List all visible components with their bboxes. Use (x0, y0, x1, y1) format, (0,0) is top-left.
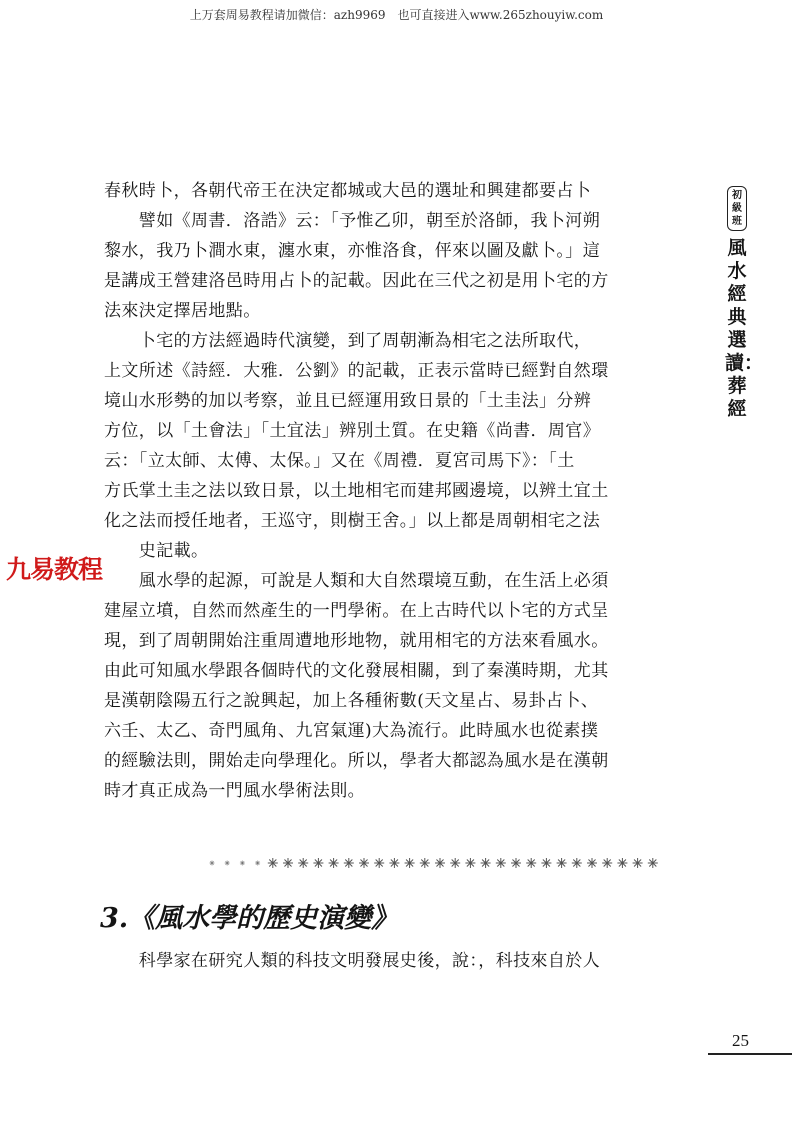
book-title: 風水經典選讀：葬經 (725, 237, 764, 420)
series-label: 初級班 (727, 186, 747, 231)
text-line: 上文所述《詩經．大雅．公劉》的記載，正表示當時已經對自然環 (104, 361, 609, 381)
text-line: 史記載。 (104, 541, 209, 561)
text-line: 譬如《周書．洛誥》云：「予惟乙卯，朝至於洛師，我卜河朔 (104, 211, 601, 231)
text-line: 由此可知風水學跟各個時代的文化發展相關，到了秦漢時期，尤其 (104, 661, 609, 681)
text-line: 方氏掌土圭之法以致日景，以土地相宅而建邦國邊境，以辨土宜土 (104, 481, 609, 501)
text-line: 的經驗法則，開始走向學理化。所以，學者大都認為風水是在漢朝 (104, 751, 609, 771)
paragraph (104, 326, 662, 566)
body-text (104, 176, 662, 806)
header-note: 上万套周易教程请加微信：azh9969 也可直接进入www.265zhouyiw.com (189, 8, 604, 22)
watermark-logo: 九易教程 (6, 555, 103, 584)
text-line: 建屋立墳，自然而然產生的一門學術。在上古時代以卜宅的方式呈 (104, 601, 609, 621)
text-line: 卜宅的方法經過時代演變，到了周朝漸為相宅之法所取代， (104, 331, 592, 351)
text-line: 法來決定擇居地點。 (104, 301, 261, 321)
text-line: 是漢朝陰陽五行之說興起，加上各種術數(天文星占、易卦占卜、 (104, 691, 599, 711)
paragraph (104, 176, 662, 206)
section-text: 科學家在研究人類的科技文明發展史後，說：，科技來自於人 (104, 951, 601, 971)
paragraph (104, 566, 662, 806)
text-line: 境山水形勢的加以考察，並且已經運用致日景的「土圭法」分辨 (104, 391, 592, 411)
text-line: 方位，以「土會法」「土宜法」辨別土質。在史籍《尚書．周官》 (104, 421, 601, 441)
ornamental-divider (206, 855, 664, 871)
page-number: 25 (732, 1031, 749, 1050)
text-line: 是講成王營建洛邑時用占卜的記載。因此在三代之初是用卜宅的方 (104, 271, 609, 291)
text-line: 化之法而授任地者，王巡守，則樹王舍。」以上都是周朝相宅之法 (104, 511, 601, 531)
page-number-rule (708, 1053, 792, 1055)
section-heading: 3.《風水學的歷史演變》 (100, 903, 399, 934)
text-line: 六壬、太乙、奇門風角、九宮氣運)大為流行。此時風水也從素撲 (104, 721, 599, 741)
text-line: 云：「立太師、太傅、太保。」又在《周禮．夏宮司馬下》：「土 (104, 451, 575, 471)
text-line: 現，到了周朝開始注重周遭地形地物，就用相宅的方法來看風水。 (104, 631, 609, 651)
text-line: 時才真正成為一門風水學術法則。 (104, 781, 365, 801)
text-line: 風水學的起源，可說是人類和大自然環境互動，在生活上必須 (104, 571, 609, 591)
side-title (722, 186, 764, 421)
text-line: 黎水，我乃卜澗水東，瀍水東，亦惟洛食，伻來以圖及獻卜。」這 (104, 241, 601, 261)
paragraph (104, 206, 662, 326)
text-line: 春秋時卜，各朝代帝王在決定都城或大邑的選址和興建都要占卜 (104, 181, 592, 201)
